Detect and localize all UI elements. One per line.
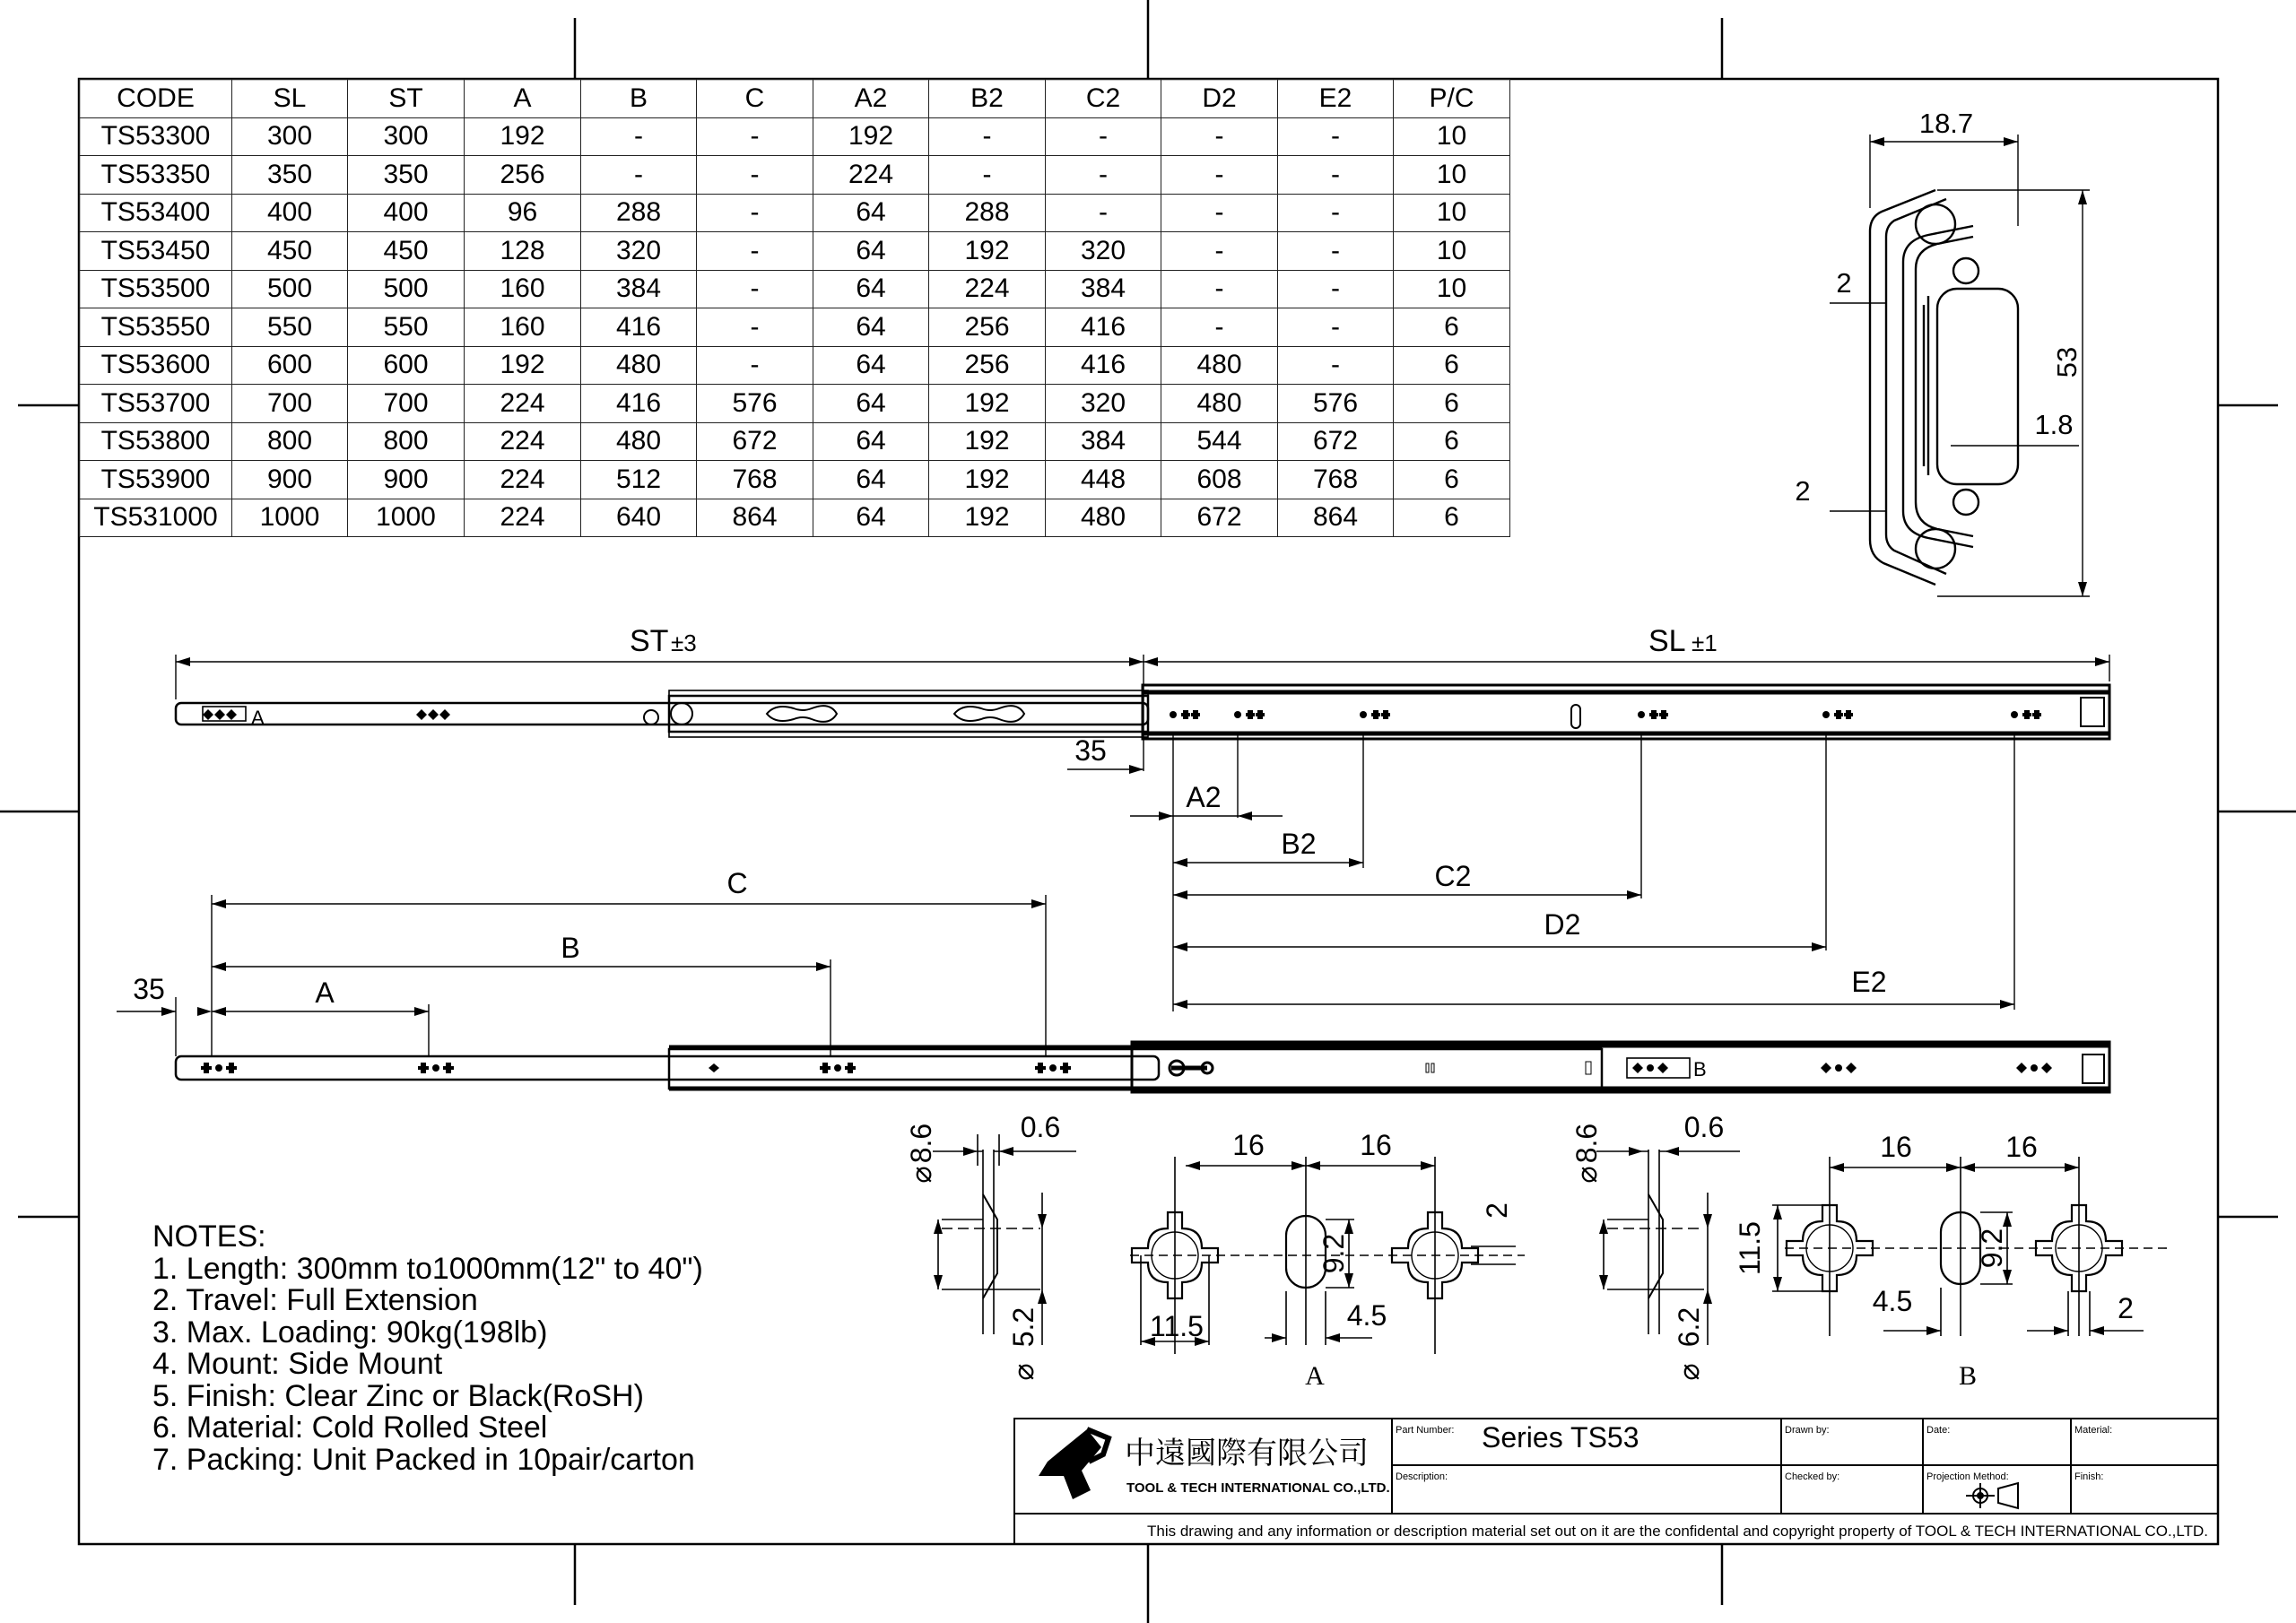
drawn-by-label: Drawn by: [1785,1425,1830,1436]
column-header: A2 [813,80,929,118]
table-cell: 6 [1394,499,1510,537]
table-cell: - [697,308,813,347]
cross-a-label: 11.5 [1150,1310,1204,1342]
top-slide-view [176,685,2109,739]
table-cell: 160 [465,308,581,347]
table-row [80,385,1510,423]
table-cell: - [1161,270,1278,308]
table-cell: 300 [232,117,348,156]
profile-width-label: 18.7 [1918,108,1974,139]
finish-label: Finish: [2074,1471,2104,1482]
table-cell: 350 [232,156,348,195]
table-row [80,422,1510,461]
ball-bearing [1953,258,1979,283]
table-cell: 864 [697,499,813,537]
table-row [80,270,1510,308]
table-cell: 416 [1046,346,1161,385]
table-cell: 900 [232,461,348,499]
table-cell: TS53400 [80,194,232,232]
table-cell: 10 [1394,270,1510,308]
table-cell: 128 [465,232,581,271]
gap-a-label: 2 [1481,1202,1513,1219]
notes-title: NOTES: [152,1219,266,1254]
company-name-cn: 中遠國際有限公司 [1125,1436,1369,1471]
column-header: B2 [929,80,1046,118]
table-header-row [80,80,1510,118]
description-label: Description: [1396,1471,1448,1482]
bottom-slide-view [176,1042,2109,1092]
table-cell: 64 [813,385,929,423]
rivet [644,710,658,725]
table-cell: - [1278,194,1394,232]
table-cell: 600 [232,346,348,385]
thickness-b-label: 0.6 [1683,1111,1725,1143]
front-offset-label: 35 [1074,734,1107,767]
company-logo [1039,1429,1109,1499]
table-cell: 400 [232,194,348,232]
table-cell: 224 [465,461,581,499]
table-cell: 10 [1394,117,1510,156]
column-header: CODE [80,80,232,118]
detail-a-caption: A [1305,1361,1325,1391]
table-cell: 6 [1394,461,1510,499]
tick [1586,1062,1591,1074]
table-cell: 320 [1046,232,1161,271]
inner-member [176,703,1148,725]
dim-a-label: A [315,976,335,1009]
column-header: C [697,80,813,118]
checked-by-label: Checked by: [1785,1471,1840,1482]
table-cell: 192 [929,385,1046,423]
table-cell: 6 [1394,422,1510,461]
table-cell: 672 [697,422,813,461]
table-cell: - [1161,117,1278,156]
st-tolerance: ±3 [671,629,697,656]
note-item: 6. Material: Cold Rolled Steel [152,1410,548,1445]
table-row [80,117,1510,156]
dia-b-small-label: 6.2 [1673,1306,1705,1348]
table-cell: 480 [581,346,697,385]
table-cell: TS53800 [80,422,232,461]
table-cell: - [1278,346,1394,385]
table-cell: - [1161,194,1278,232]
table-cell: - [697,194,813,232]
table-cell: 700 [348,385,465,423]
column-header: C2 [1046,80,1161,118]
gap-b-label: 2 [2118,1292,2134,1324]
bottom-slide-dimensions [117,895,1046,1056]
table-cell: 64 [813,422,929,461]
profile-section [1870,190,2018,585]
table-cell: 384 [581,270,697,308]
table-cell: - [1046,156,1161,195]
table-cell: TS53300 [80,117,232,156]
date-label: Date: [1926,1425,1951,1436]
spec-table [79,79,1510,537]
mark-a-label: A [251,707,265,729]
table-cell: 480 [1161,385,1278,423]
table-cell: 224 [465,499,581,537]
end-stop [2081,698,2104,726]
table-cell: 550 [232,308,348,347]
pitch-a2-label: 16 [1360,1129,1392,1161]
column-header: E2 [1278,80,1394,118]
table-cell: - [697,117,813,156]
part-number-label: Part Number: [1396,1425,1455,1436]
table-row [80,232,1510,271]
table-cell: 6 [1394,385,1510,423]
table-cell: 64 [813,194,929,232]
dia-a-symbol: ⌀ [905,1166,937,1184]
dim-d2-label: D2 [1544,908,1581,941]
table-cell: 672 [1278,422,1394,461]
table-cell: 608 [1161,461,1278,499]
table-cell: 64 [813,499,929,537]
table-cell: - [1161,156,1278,195]
profile-gap-bottom-label: 2 [1795,475,1811,507]
dia-a-small-label: 5.2 [1007,1306,1039,1348]
table-cell: 288 [581,194,697,232]
table-cell: 672 [1161,499,1278,537]
dia-a-small-symbol: ⌀ [1007,1363,1039,1381]
table-cell: 480 [1161,346,1278,385]
table-cell: 300 [348,117,465,156]
spec-table-body [80,80,1510,537]
table-cell: - [581,156,697,195]
column-header: SL [232,80,348,118]
table-row [80,308,1510,347]
table-cell: 256 [465,156,581,195]
table-cell: TS53500 [80,270,232,308]
column-header: ST [348,80,465,118]
table-cell: 384 [1046,270,1161,308]
table-cell: 700 [232,385,348,423]
table-cell: 6 [1394,346,1510,385]
table-cell: 192 [929,232,1046,271]
end-stop [2083,1055,2104,1083]
rivet [671,703,692,725]
table-cell: - [581,117,697,156]
table-cell: - [697,232,813,271]
table-cell: 768 [697,461,813,499]
table-cell: - [1278,156,1394,195]
table-cell: TS53550 [80,308,232,347]
notes-block [152,1221,703,1476]
table-row [80,156,1510,195]
dia-b-symbol: ⌀ [1570,1166,1603,1184]
dia-b-small-symbol: ⌀ [1673,1363,1705,1381]
table-cell: 256 [929,308,1046,347]
part-number-value: Series TS53 [1482,1421,1639,1454]
table-cell: 10 [1394,156,1510,195]
table-cell: 1000 [348,499,465,537]
column-header: P/C [1394,80,1510,118]
table-cell: - [1046,194,1161,232]
slot-width-a-label: 9.2 [1318,1233,1350,1274]
table-cell: 350 [348,156,465,195]
table-cell: - [1278,117,1394,156]
note-item: 1. Length: 300mm to1000mm(12" to 40") [152,1251,703,1286]
table-cell: 64 [813,270,929,308]
table-cell: TS53350 [80,156,232,195]
column-header: D2 [1161,80,1278,118]
column-header: A [465,80,581,118]
table-cell: 550 [348,308,465,347]
table-cell: - [1046,117,1161,156]
table-cell: 576 [1278,385,1394,423]
tick [1426,1063,1429,1072]
table-cell: 1000 [232,499,348,537]
table-cell: 600 [348,346,465,385]
note-item: 2. Travel: Full Extension [152,1283,478,1317]
slot [954,706,1024,722]
ball-bearing [1953,490,1979,515]
table-cell: 384 [1046,422,1161,461]
table-cell: TS53450 [80,232,232,271]
rear-offset-label: 35 [133,973,165,1005]
table-cell: - [697,156,813,195]
ball-bearing [1916,204,1955,244]
table-cell: 192 [465,346,581,385]
projection-method-label: Projection Method: [1926,1471,2009,1482]
table-cell: - [697,346,813,385]
pitch-a1-label: 16 [1232,1129,1265,1161]
inner-member [176,1056,1159,1080]
table-cell: 192 [813,117,929,156]
table-cell: 448 [1046,461,1161,499]
table-cell: 500 [348,270,465,308]
profile-inner-label: 1.8 [2034,409,2074,440]
pitch-b1-label: 16 [1880,1131,1912,1163]
table-row [80,461,1510,499]
top-slide-holes [203,709,2041,720]
dim-c-label: C [726,867,748,899]
cross-b-label: 11.5 [1734,1221,1766,1275]
bottom-slide-holes [201,1063,2052,1073]
middle-member [669,696,1148,732]
table-cell: 192 [929,461,1046,499]
table-cell: 480 [581,422,697,461]
table-cell: 768 [1278,461,1394,499]
bottom-slide-arrowheads [161,899,1046,1016]
table-row [80,194,1510,232]
table-cell: 64 [813,461,929,499]
ball-bearing [1916,529,1955,568]
table-cell: 224 [465,422,581,461]
table-cell: 864 [1278,499,1394,537]
dia-a-label: 8.6 [905,1123,937,1164]
dim-c2-label: C2 [1434,860,1472,892]
pitch-b2-label: 16 [2005,1131,2038,1163]
table-cell: 416 [581,308,697,347]
dim-b2-label: B2 [1281,828,1317,860]
table-cell: 10 [1394,232,1510,271]
thickness-a-label: 0.6 [1020,1111,1061,1143]
profile-gap-top-label: 2 [1836,267,1852,299]
projection-symbol-icon [1966,1483,2018,1508]
table-cell: TS53700 [80,385,232,423]
table-cell: 192 [929,422,1046,461]
table-cell: 96 [465,194,581,232]
profile-height-label: 53 [2051,346,2083,378]
table-row [80,499,1510,537]
table-cell: - [1278,308,1394,347]
note-item: 7. Packing: Unit Packed in 10pair/carton [152,1442,695,1477]
mark-b-label: B [1693,1058,1707,1081]
table-cell: 6 [1394,308,1510,347]
table-cell: - [697,270,813,308]
material-label: Material: [2074,1425,2113,1436]
table-cell: 544 [1161,422,1278,461]
column-header: B [581,80,697,118]
dim-b-label: B [561,932,580,964]
table-cell: 64 [813,346,929,385]
table-cell: 416 [1046,308,1161,347]
table-cell: 224 [929,270,1046,308]
table-cell: 160 [465,270,581,308]
table-cell: 288 [929,194,1046,232]
slot [767,706,837,722]
table-cell: 500 [232,270,348,308]
table-cell: 224 [813,156,929,195]
dim-a2-label: A2 [1186,781,1222,813]
table-cell: - [929,117,1046,156]
table-cell: 480 [1046,499,1161,537]
table-cell: - [1161,308,1278,347]
sl-tolerance: ±1 [1692,629,1718,656]
note-item: 3. Max. Loading: 90kg(198lb) [152,1315,548,1350]
inner-rail [1937,289,2018,484]
table-cell: - [1278,232,1394,271]
middle-member-edge [669,690,1148,737]
table-cell: 800 [348,422,465,461]
dia-b-label: 8.6 [1570,1123,1603,1164]
slot-width-b-label: 9.2 [1976,1228,2008,1269]
note-item: 5. Finish: Clear Zinc or Black(RoSH) [152,1378,644,1413]
table-cell: 224 [465,385,581,423]
table-cell: TS531000 [80,499,232,537]
middle-member [669,1049,1602,1089]
table-cell: 512 [581,461,697,499]
sl-label: SL [1648,624,1686,658]
st-label: ST [630,624,669,658]
table-cell: TS53900 [80,461,232,499]
table-cell: TS53600 [80,346,232,385]
table-row [80,346,1510,385]
table-cell: 256 [929,346,1046,385]
table-cell: 800 [232,422,348,461]
slot-offset-a-label: 4.5 [1346,1299,1387,1332]
copyright-notice: This drawing and any information or description material set out on it are the confidental and copyright property of TOOL & TECH INTERNATIONAL CO.,LTD. [1147,1523,2208,1540]
table-cell: 320 [1046,385,1161,423]
slot-offset-b-label: 4.5 [1872,1285,1913,1317]
table-cell: 10 [1394,194,1510,232]
table-cell: 450 [232,232,348,271]
company-name-en: TOOL & TECH INTERNATIONAL CO.,LTD. [1126,1480,1390,1496]
table-cell: 400 [348,194,465,232]
table-cell: 450 [348,232,465,271]
table-cell: 576 [697,385,813,423]
slot-vertical [1571,705,1580,728]
detail-b-caption: B [1958,1361,1978,1391]
table-cell: - [1161,232,1278,271]
table-cell: 64 [813,232,929,271]
table-cell: 192 [465,117,581,156]
table-cell: 192 [929,499,1046,537]
table-cell: 64 [813,308,929,347]
table-cell: 640 [581,499,697,537]
table-cell: 320 [581,232,697,271]
table-cell: - [1278,270,1394,308]
table-cell: 900 [348,461,465,499]
table-cell: 416 [581,385,697,423]
dim-e2-label: E2 [1851,966,1887,998]
tick [1431,1063,1434,1072]
note-item: 4. Mount: Side Mount [152,1347,443,1381]
table-cell: - [929,156,1046,195]
